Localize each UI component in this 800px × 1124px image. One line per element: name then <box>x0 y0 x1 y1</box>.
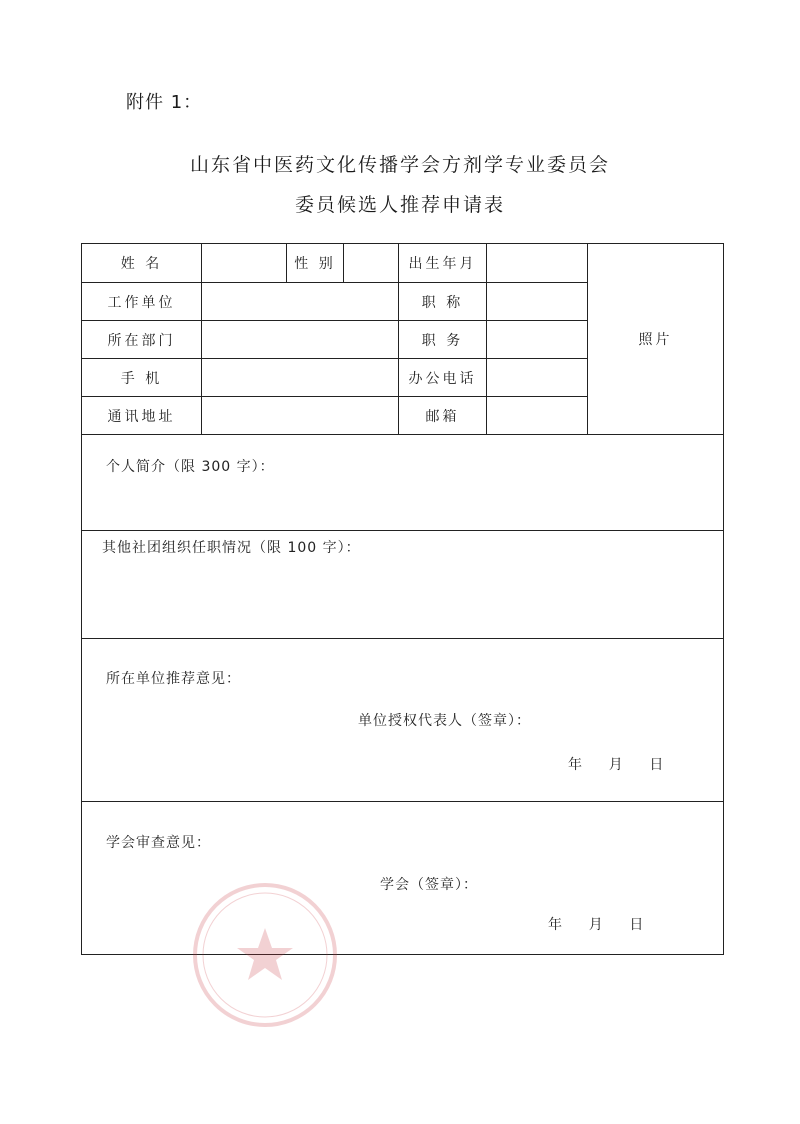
title-field[interactable] <box>487 283 587 320</box>
other-roles-label: 其他社团组织任职情况（限 100 字）： <box>102 540 361 556</box>
unit-date[interactable]: 年 月 日 <box>568 757 664 773</box>
name-label: 姓 名 <box>120 256 163 272</box>
society-seal-signature[interactable]: 学会（签章）： <box>380 877 478 893</box>
name-field[interactable] <box>202 244 286 282</box>
star-seal-icon <box>190 880 340 1030</box>
society-date[interactable]: 年 月 日 <box>548 917 644 933</box>
form-title-line2: 委员候选人推荐申请表 <box>294 194 505 216</box>
gender-field[interactable] <box>344 244 398 282</box>
unit-opinion-label: 所在单位推荐意见： <box>106 671 241 687</box>
application-form-table <box>81 243 724 955</box>
email-label: 邮箱 <box>425 408 460 425</box>
unit-representative-signature[interactable]: 单位授权代表人（签章）： <box>358 713 531 729</box>
society-opinion-label: 学会审查意见： <box>106 835 211 851</box>
section-divider <box>82 638 723 639</box>
mobile-field[interactable] <box>202 359 398 396</box>
attachment-label: 附件 1： <box>126 92 203 113</box>
address-field[interactable] <box>202 397 398 434</box>
birth-field[interactable] <box>487 244 587 282</box>
email-field[interactable] <box>487 397 587 434</box>
position-label: 职 务 <box>421 332 464 349</box>
department-label: 所在部门 <box>107 332 176 349</box>
bio-field[interactable] <box>82 435 723 530</box>
mobile-label: 手 机 <box>120 370 163 387</box>
photo-box[interactable]: 照片 <box>638 332 673 348</box>
section-divider <box>82 801 723 802</box>
bio-label: 个人简介（限 300 字）： <box>106 459 275 475</box>
office-phone-label: 办公电话 <box>408 370 477 387</box>
department-field[interactable] <box>202 321 398 358</box>
address-label: 通讯地址 <box>107 408 176 425</box>
position-field[interactable] <box>487 321 587 358</box>
employer-label: 工作单位 <box>107 294 176 311</box>
birth-label: 出生年月 <box>408 256 477 272</box>
employer-field[interactable] <box>202 283 398 320</box>
office-phone-field[interactable] <box>487 359 587 396</box>
gender-label: 性 别 <box>294 256 336 272</box>
title-label: 职 称 <box>421 294 464 311</box>
other-roles-field[interactable] <box>82 531 723 638</box>
form-title-line1: 山东省中医药文化传播学会方剂学专业委员会 <box>189 154 610 176</box>
